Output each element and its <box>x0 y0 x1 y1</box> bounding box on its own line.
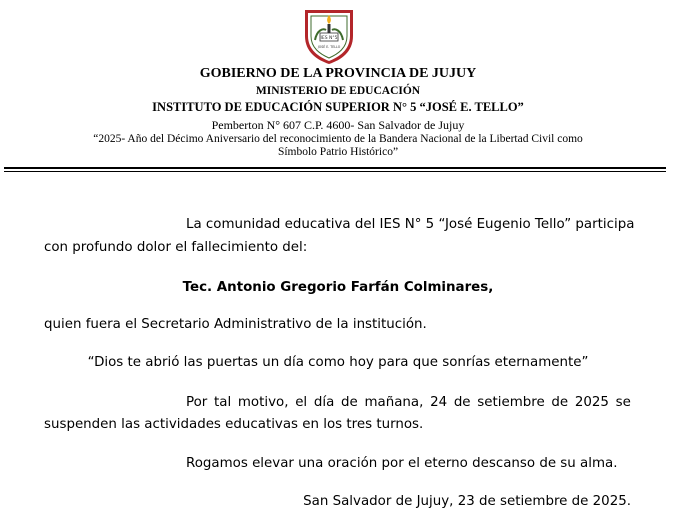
institution-shield-logo <box>299 6 359 66</box>
header-divider-thin <box>4 171 666 172</box>
justified-word: de <box>341 395 358 410</box>
justified-word: Por <box>186 395 208 410</box>
paragraph-5: Rogamos elevar una oración por el eterno descanso de su alma. <box>186 456 618 471</box>
paragraph-1-line-2: con profundo dolor el fallecimiento del: <box>44 240 308 255</box>
justified-word: el <box>295 395 308 410</box>
institute-address: Pemberton N° 607 C.P. 4600- San Salvador de Jujuy <box>211 118 465 132</box>
justified-word: se <box>615 395 631 410</box>
justified-word: setiembre <box>477 395 545 410</box>
logo-line-1: IES N°5 <box>320 36 338 41</box>
justified-word: 24 <box>430 395 448 410</box>
year-motto <box>20 133 656 159</box>
justified-word: motivo, <box>237 395 289 410</box>
paragraph-4-line-1 <box>186 394 631 412</box>
paragraph-2: quien fuera el Secretario Administrativo de la institución. <box>44 317 427 332</box>
justified-word: de <box>551 395 569 410</box>
government-title: GOBIERNO DE LA PROVINCIA DE JUJUY <box>199 66 477 81</box>
institute-title: INSTITUTO DE EDUCACIÓN SUPERIOR N° 5 “JOSÉ E. TELLO” <box>152 100 524 114</box>
justified-word: de <box>453 395 471 410</box>
year-motto-line-1: “2025- Año del Décimo Aniversario del reconocimiento de la Bandera Nacional de la Libertad Civil como <box>93 133 583 145</box>
letter-date: San Salvador de Jujuy, 23 de setiembre de 2025. <box>303 494 631 509</box>
justified-word: tal <box>214 395 232 410</box>
ministry-title: MINISTERIO DE EDUCACIÓN <box>255 85 421 97</box>
deceased-name: Tec. Antonio Gregorio Farfán Colminares, <box>182 280 494 295</box>
logo-line-2: JOSÉ E. TELLO <box>317 45 341 49</box>
paragraph-4-line-2: suspenden las actividades educativas en los tres turnos. <box>44 417 424 432</box>
memorial-quote: “Dios te abrió las puertas un día como hoy para que sonrías eternamente” <box>87 355 589 370</box>
year-motto-line-2: Símbolo Patrio Histórico” <box>277 146 399 158</box>
header-divider-thick <box>4 167 666 169</box>
justified-word: día <box>313 395 335 410</box>
justified-word: 2025 <box>574 395 609 410</box>
paragraph-1-line-1: La comunidad educativa del IES N° 5 “José Eugenio Tello” participa <box>186 217 635 232</box>
justified-word: mañana, <box>364 395 424 410</box>
